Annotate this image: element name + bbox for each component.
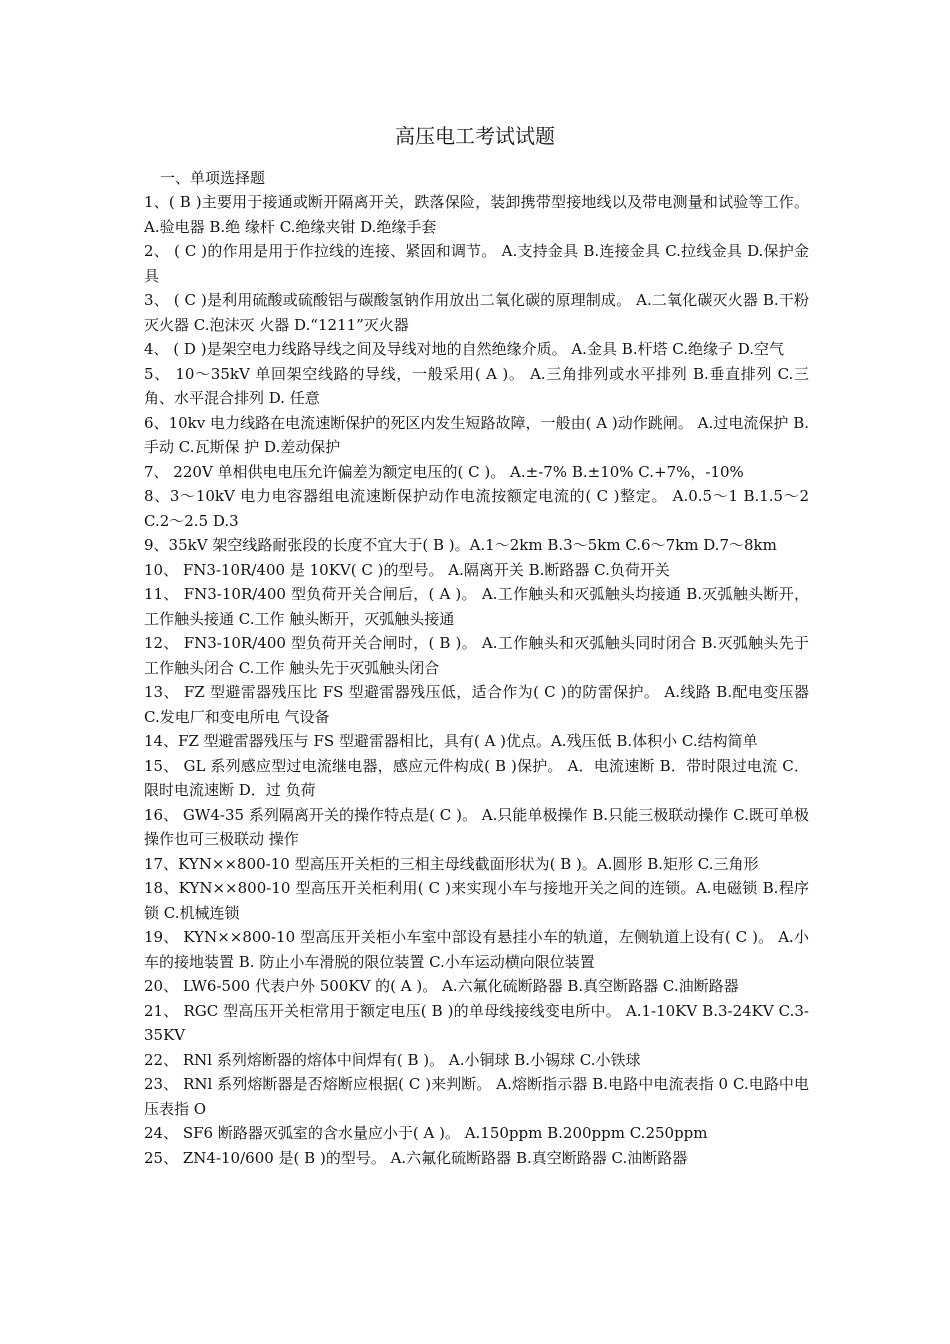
question-item: 19、 KYN××800-10 型高压开关柜小车室中部设有悬挂小车的轨道，左侧轨道上设有( C )。 A.小车的接地装置 B. 防止小车滑脱的限位装置 C.小车运动横向限位装置 — [144, 928, 809, 971]
question-item: 7、 220V 单相供电电压允许偏差为额定电压的( C )。 A.±-7% B.±10% C.+7%，-10% — [144, 462, 744, 481]
question-item: 12、 FN3-10R/400 型负荷开关合闸时，( B )。 A.工作触头和灭弧触头同时闭合 B.灭弧触头先于工作触头闭合 C.工作 触头先于灭弧触头闭合 — [144, 634, 809, 677]
question-item: 16、 GW4-35 系列隔离开关的操作特点是( C )。 A.只能单极操作 B.只能三极联动操作 C.既可单极操作也可三极联动 操作 — [144, 805, 809, 848]
question-item: 3、 ( C )是利用硫酸或硫酸铝与碳酸氢钠作用放出二氧化碳的原理制成。 A.二氧化碳灭火器 B.干粉灭火器 C.泡沫灭 火器 D.“1211”灭火器 — [144, 291, 809, 334]
question-item: 6、10kv 电力线路在电流速断保护的死区内发生短路故障，一般由( A )动作跳闸。 A.过电流保护 B.手动 C.瓦斯保 护 D.差动保护 — [144, 413, 809, 456]
question-list — [144, 190, 809, 1170]
question-item: 17、KYN××800-10 型高压开关柜的三相主母线截面形状为( B )。A.圆形 B.矩形 C.三角形 — [144, 854, 759, 873]
question-item: 22、 RNl 系列熔断器的熔体中间焊有( B )。 A.小铜球 B.小锡球 C.小铁球 — [144, 1050, 641, 1069]
question-item: 24、 SF6 断路器灭弧室的含水量应小于( A )。 A.150ppm B.200ppm C.250ppm — [144, 1124, 708, 1142]
question-item: 13、 FZ 型避雷器残压比 FS 型避雷器残压低，适合作为( C )的防雷保护。 A.线路 B.配电变压器 C.发电厂和变电所电 气设备 — [144, 683, 809, 726]
question-item: 23、 RNl 系列熔断器是否熔断应根据( C )来判断。 A.熔断指示器 B.电路中电流表指 0 C.电路中电压表指 O — [144, 1075, 809, 1118]
question-item: 4、 ( D )是架空电力线路导线之间及导线对地的自然绝缘介质。 A.金具 B.杆塔 C.绝缘子 D.空气 — [144, 340, 785, 358]
question-item: 18、KYN××800-10 型高压开关柜利用( C )来实现小车与接地开关之间的连锁。A.电磁锁 B.程序锁 C.机械连锁 — [144, 879, 809, 922]
question-item: 1、( B )主要用于接通或断开隔离开关，跌落保险，装卸携带型接地线以及带电测量和试验等工作。 A.验电器 B.绝 缘杆 C.绝缘夹钳 D.绝缘手套 — [144, 193, 809, 236]
question-item: 15、 GL 系列感应型过电流继电器，感应元件构成( B )保护。 A．电流速断 B．带时限过电流 C．限时电流速断 D．过 负荷 — [144, 756, 809, 799]
section-heading: 一、单项选择题 — [160, 169, 266, 187]
question-item: 8、3～10kV 电力电容器组电流速断保护动作电流按额定电流的( C )整定。 A.0.5～1 B.1.5～2 C.2～2.5 D.3 — [144, 487, 809, 530]
document-title: 高压电工考试试题 — [395, 124, 555, 148]
question-item: 2、 ( C )的作用是用于作拉线的连接、紧固和调节。 A.支持金具 B.连接金具 C.拉线金具 D.保护金具 — [144, 242, 809, 285]
question-item: 5、 10～35kV 单回架空线路的导线，一般采用( A )。 A.三角排列或水平排列 B.垂直排列 C.三角、水平混合排列 D. 任意 — [144, 364, 809, 407]
question-item: 25、 ZN4-10/600 是( B )的型号。 A.六氟化硫断路器 B.真空断路器 C.油断路器 — [144, 1148, 688, 1167]
question-item: 9、35kV 架空线路耐张段的长度不宜大于( B )。A.1～2km B.3～5km C.6～7km D.7～8km — [144, 536, 777, 554]
question-item: 20、 LW6-500 代表户外 500KV 的( A )。 A.六氟化硫断路器 B.真空断路器 C.油断路器 — [144, 977, 739, 995]
question-item: 14、FZ 型避雷器残压与 FS 型避雷器相比，具有( A )优点。A.残压低 B.体积小 C.结构简单 — [144, 732, 758, 750]
question-item: 10、 FN3-10R/400 是 10KV( C )的型号。 A.隔离开关 B.断路器 C.负荷开关 — [144, 560, 670, 579]
question-item: 11、 FN3-10R/400 型负荷开关合闸后，( A )。 A.工作触头和灭弧触头均接通 B.灭弧触头断开，工作触头接通 C.工作 触头断开，灭弧触头接通 — [144, 585, 809, 628]
question-item: 21、 RGC 型高压开关柜常用于额定电压( B )的单母线接线变电所中。 A.1-10KV B.3-24KV C.3-35KV — [144, 1001, 809, 1044]
